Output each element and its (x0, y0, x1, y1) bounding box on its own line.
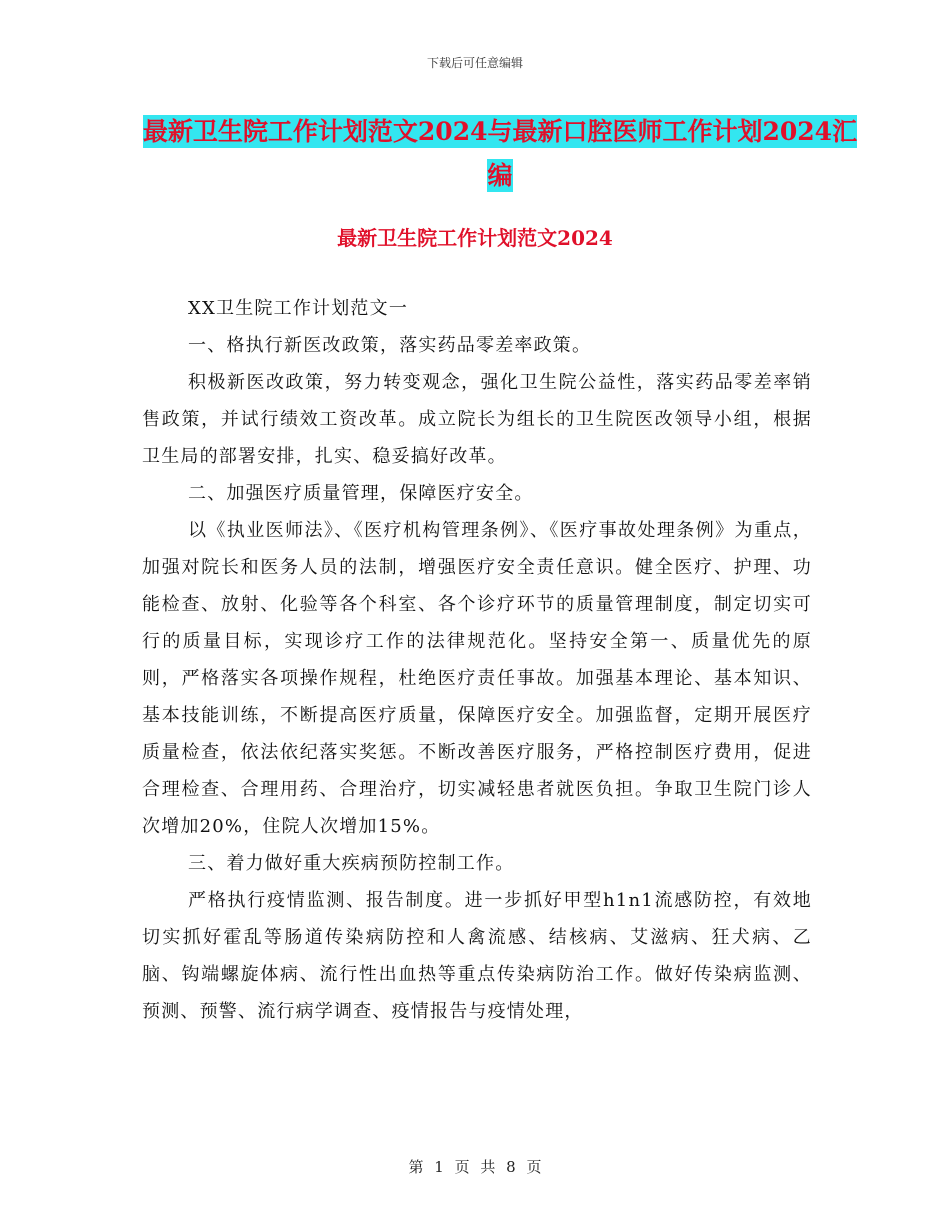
document-title-text: 最新卫生院工作计划范文2024与最新口腔医师工作计划2024汇编 (142, 117, 858, 190)
paragraph-body-3: 严格执行疫情监测、报告制度。进一步抓好甲型h1n1流感防控，有效地切实抓好霍乱等肠道传染病防控和人禽流感、结核病、艾滋病、狂犬病、乙脑、钩端螺旋体病、流行性出血热等重点传染病防治工作。做好传染病监测、预测、预警、流行病学调查、疫情报告与疫情处理， (142, 890, 812, 1022)
paragraph-body-2: 以《执业医师法》、《医疗机构管理条例》、《医疗事故处理条例》为重点，加强对院长和医务人员的法制，增强医疗安全责任意识。健全医疗、护理、功能检查、放射、化验等各个科室、各个诊疗环节的质量管理制度，制定切实可行的质量目标，实现诊疗工作的法律规范化。坚持安全第一、质量优先的原则，严格落实各项操作规程，杜绝医疗责任事故。加强基本理论、基本知识、基本技能训练，不断提高医疗质量，保障医疗安全。加强监督，定期开展医疗质量检查，依法依纪落实奖惩。不断改善医疗服务，严格控制医疗费用，促进合理检查、合理用药、合理治疗，切实减轻患者就医负担。争取卫生院门诊人次增加20%，住院人次增加15%。 (142, 520, 812, 837)
paragraph-heading-2: 二、加强医疗质量管理，保障医疗安全。 (188, 483, 534, 504)
paragraph-plan-heading: XX卫生院工作计划范文一 (188, 298, 409, 319)
paragraph-heading-3: 三、着力做好重大疾病预防控制工作。 (188, 853, 515, 874)
paragraph-heading-1: 一、格执行新医改政策，落实药品零差率政策。 (188, 335, 592, 356)
section-title: 最新卫生院工作计划范文2024 (337, 226, 613, 250)
page-number: 第 1 页 共 8 页 (408, 1158, 542, 1176)
document-title (140, 110, 860, 198)
paragraph-body-1: 积极新医改政策，努力转变观念，强化卫生院公益性，落实药品零差率销售政策，并试行绩效工资改革。成立院长为组长的卫生院医改领导小组，根据卫生局的部署安排，扎实、稳妥搞好改革。 (142, 372, 812, 467)
page-header-note: 下载后可任意编辑 (426, 56, 523, 70)
document-body (142, 290, 812, 1030)
